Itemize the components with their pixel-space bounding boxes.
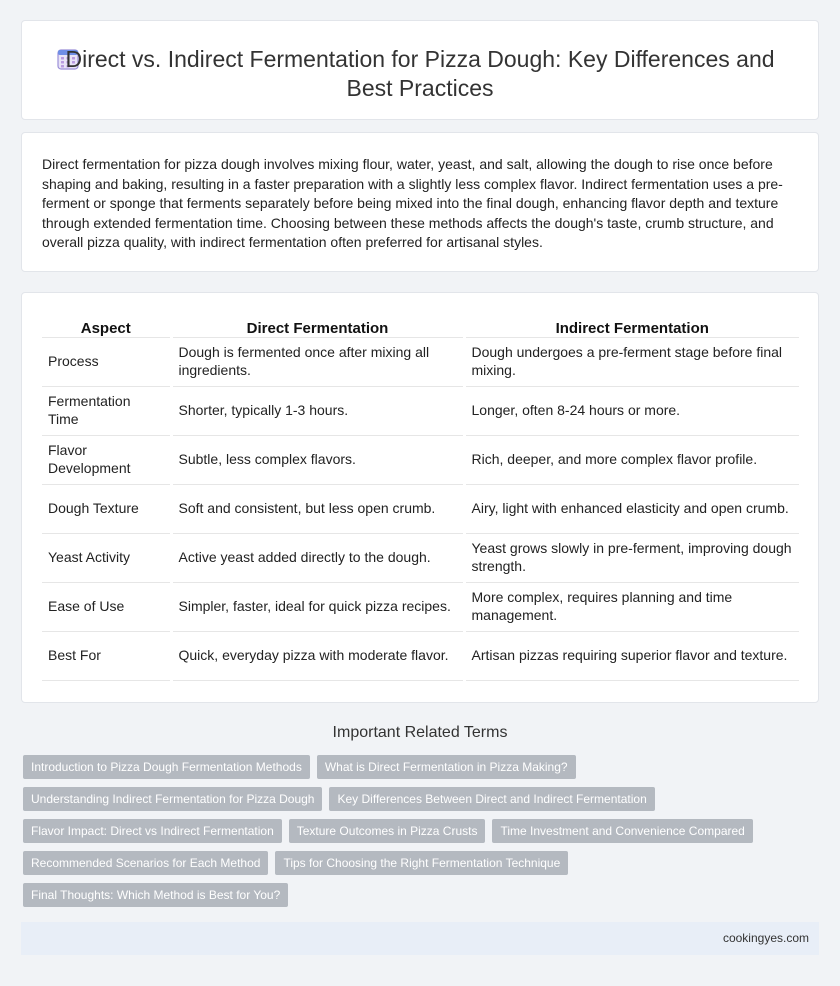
cell-aspect: Ease of Use	[42, 582, 171, 631]
intro-card	[21, 132, 819, 272]
table-header-row	[42, 315, 799, 337]
cell-indirect: Airy, light with enhanced elasticity and open crumb.	[464, 484, 799, 533]
header-aspect: Aspect	[42, 315, 171, 337]
cell-aspect: Best For	[42, 631, 171, 680]
cell-indirect: Yeast grows slowly in pre-ferment, improving dough strength.	[464, 533, 799, 582]
table-row	[42, 337, 799, 386]
footer-site-link[interactable]: cookingyes.com	[722, 931, 809, 945]
related-term-tag[interactable]: What is Direct Fermentation in Pizza Making?	[317, 755, 576, 779]
table-row	[42, 533, 799, 582]
cell-indirect: More complex, requires planning and time management.	[464, 582, 799, 631]
header-direct: Direct Fermentation	[171, 315, 464, 337]
table-row	[42, 386, 799, 435]
related-term-tag[interactable]: Time Investment and Convenience Compared	[492, 819, 752, 843]
cell-aspect: Yeast Activity	[42, 533, 171, 582]
related-terms-title: Important Related Terms	[332, 724, 508, 741]
header-indirect: Indirect Fermentation	[464, 315, 799, 337]
table-row	[42, 484, 799, 533]
cell-indirect: Artisan pizzas requiring superior flavor and texture.	[464, 631, 799, 680]
comparison-table	[42, 315, 799, 681]
cell-indirect: Dough undergoes a pre-ferment stage before final mixing.	[464, 337, 799, 386]
cell-indirect: Rich, deeper, and more complex flavor profile.	[464, 435, 799, 484]
related-term-tag[interactable]: Recommended Scenarios for Each Method	[23, 851, 268, 875]
footer	[21, 922, 819, 955]
cell-direct: Soft and consistent, but less open crumb.	[171, 484, 464, 533]
comparison-card	[21, 292, 819, 703]
related-term-tag[interactable]: Tips for Choosing the Right Fermentation Technique	[275, 851, 568, 875]
cell-direct: Dough is fermented once after mixing all ingredients.	[171, 337, 464, 386]
page-title: Direct vs. Indirect Fermentation for Pizza Dough: Key Differences and Best Practices	[65, 46, 775, 101]
related-term-tag[interactable]: Texture Outcomes in Pizza Crusts	[289, 819, 486, 843]
cell-aspect: Fermentation Time	[42, 386, 171, 435]
related-term-tag[interactable]: Key Differences Between Direct and Indirect Fermentation	[329, 787, 654, 811]
intro-paragraph: Direct fermentation for pizza dough involves mixing flour, water, yeast, and salt, allowing the dough to rise once before shaping and baking, resulting in a faster preparation with a slightly less complex flavor. Indirect fermentation uses a pre-ferment or sponge that ferments separately before being mixed into the final dough, enhancing flavor depth and texture through extended fermentation time. Choosing between these methods affects the dough's taste, crumb structure, and overall pizza quality, with indirect fermentation often preferred for artisanal styles.	[42, 156, 783, 250]
table-row	[42, 435, 799, 484]
related-terms-list	[23, 755, 803, 915]
cell-direct: Subtle, less complex flavors.	[171, 435, 464, 484]
table-row	[42, 582, 799, 631]
cell-aspect: Dough Texture	[42, 484, 171, 533]
cell-direct: Active yeast added directly to the dough.	[171, 533, 464, 582]
cell-direct: Simpler, faster, ideal for quick pizza recipes.	[171, 582, 464, 631]
cell-direct: Quick, everyday pizza with moderate flavor.	[171, 631, 464, 680]
cell-indirect: Longer, often 8-24 hours or more.	[464, 386, 799, 435]
cell-aspect: Process	[42, 337, 171, 386]
related-term-tag[interactable]: Final Thoughts: Which Method is Best for You?	[23, 883, 288, 907]
related-term-tag[interactable]: Understanding Indirect Fermentation for Pizza Dough	[23, 787, 322, 811]
cell-aspect: Flavor Development	[42, 435, 171, 484]
title-card	[21, 20, 819, 120]
related-term-tag[interactable]: Introduction to Pizza Dough Fermentation Methods	[23, 755, 310, 779]
table-row	[42, 631, 799, 680]
cell-direct: Shorter, typically 1-3 hours.	[171, 386, 464, 435]
related-term-tag[interactable]: Flavor Impact: Direct vs Indirect Fermentation	[23, 819, 282, 843]
